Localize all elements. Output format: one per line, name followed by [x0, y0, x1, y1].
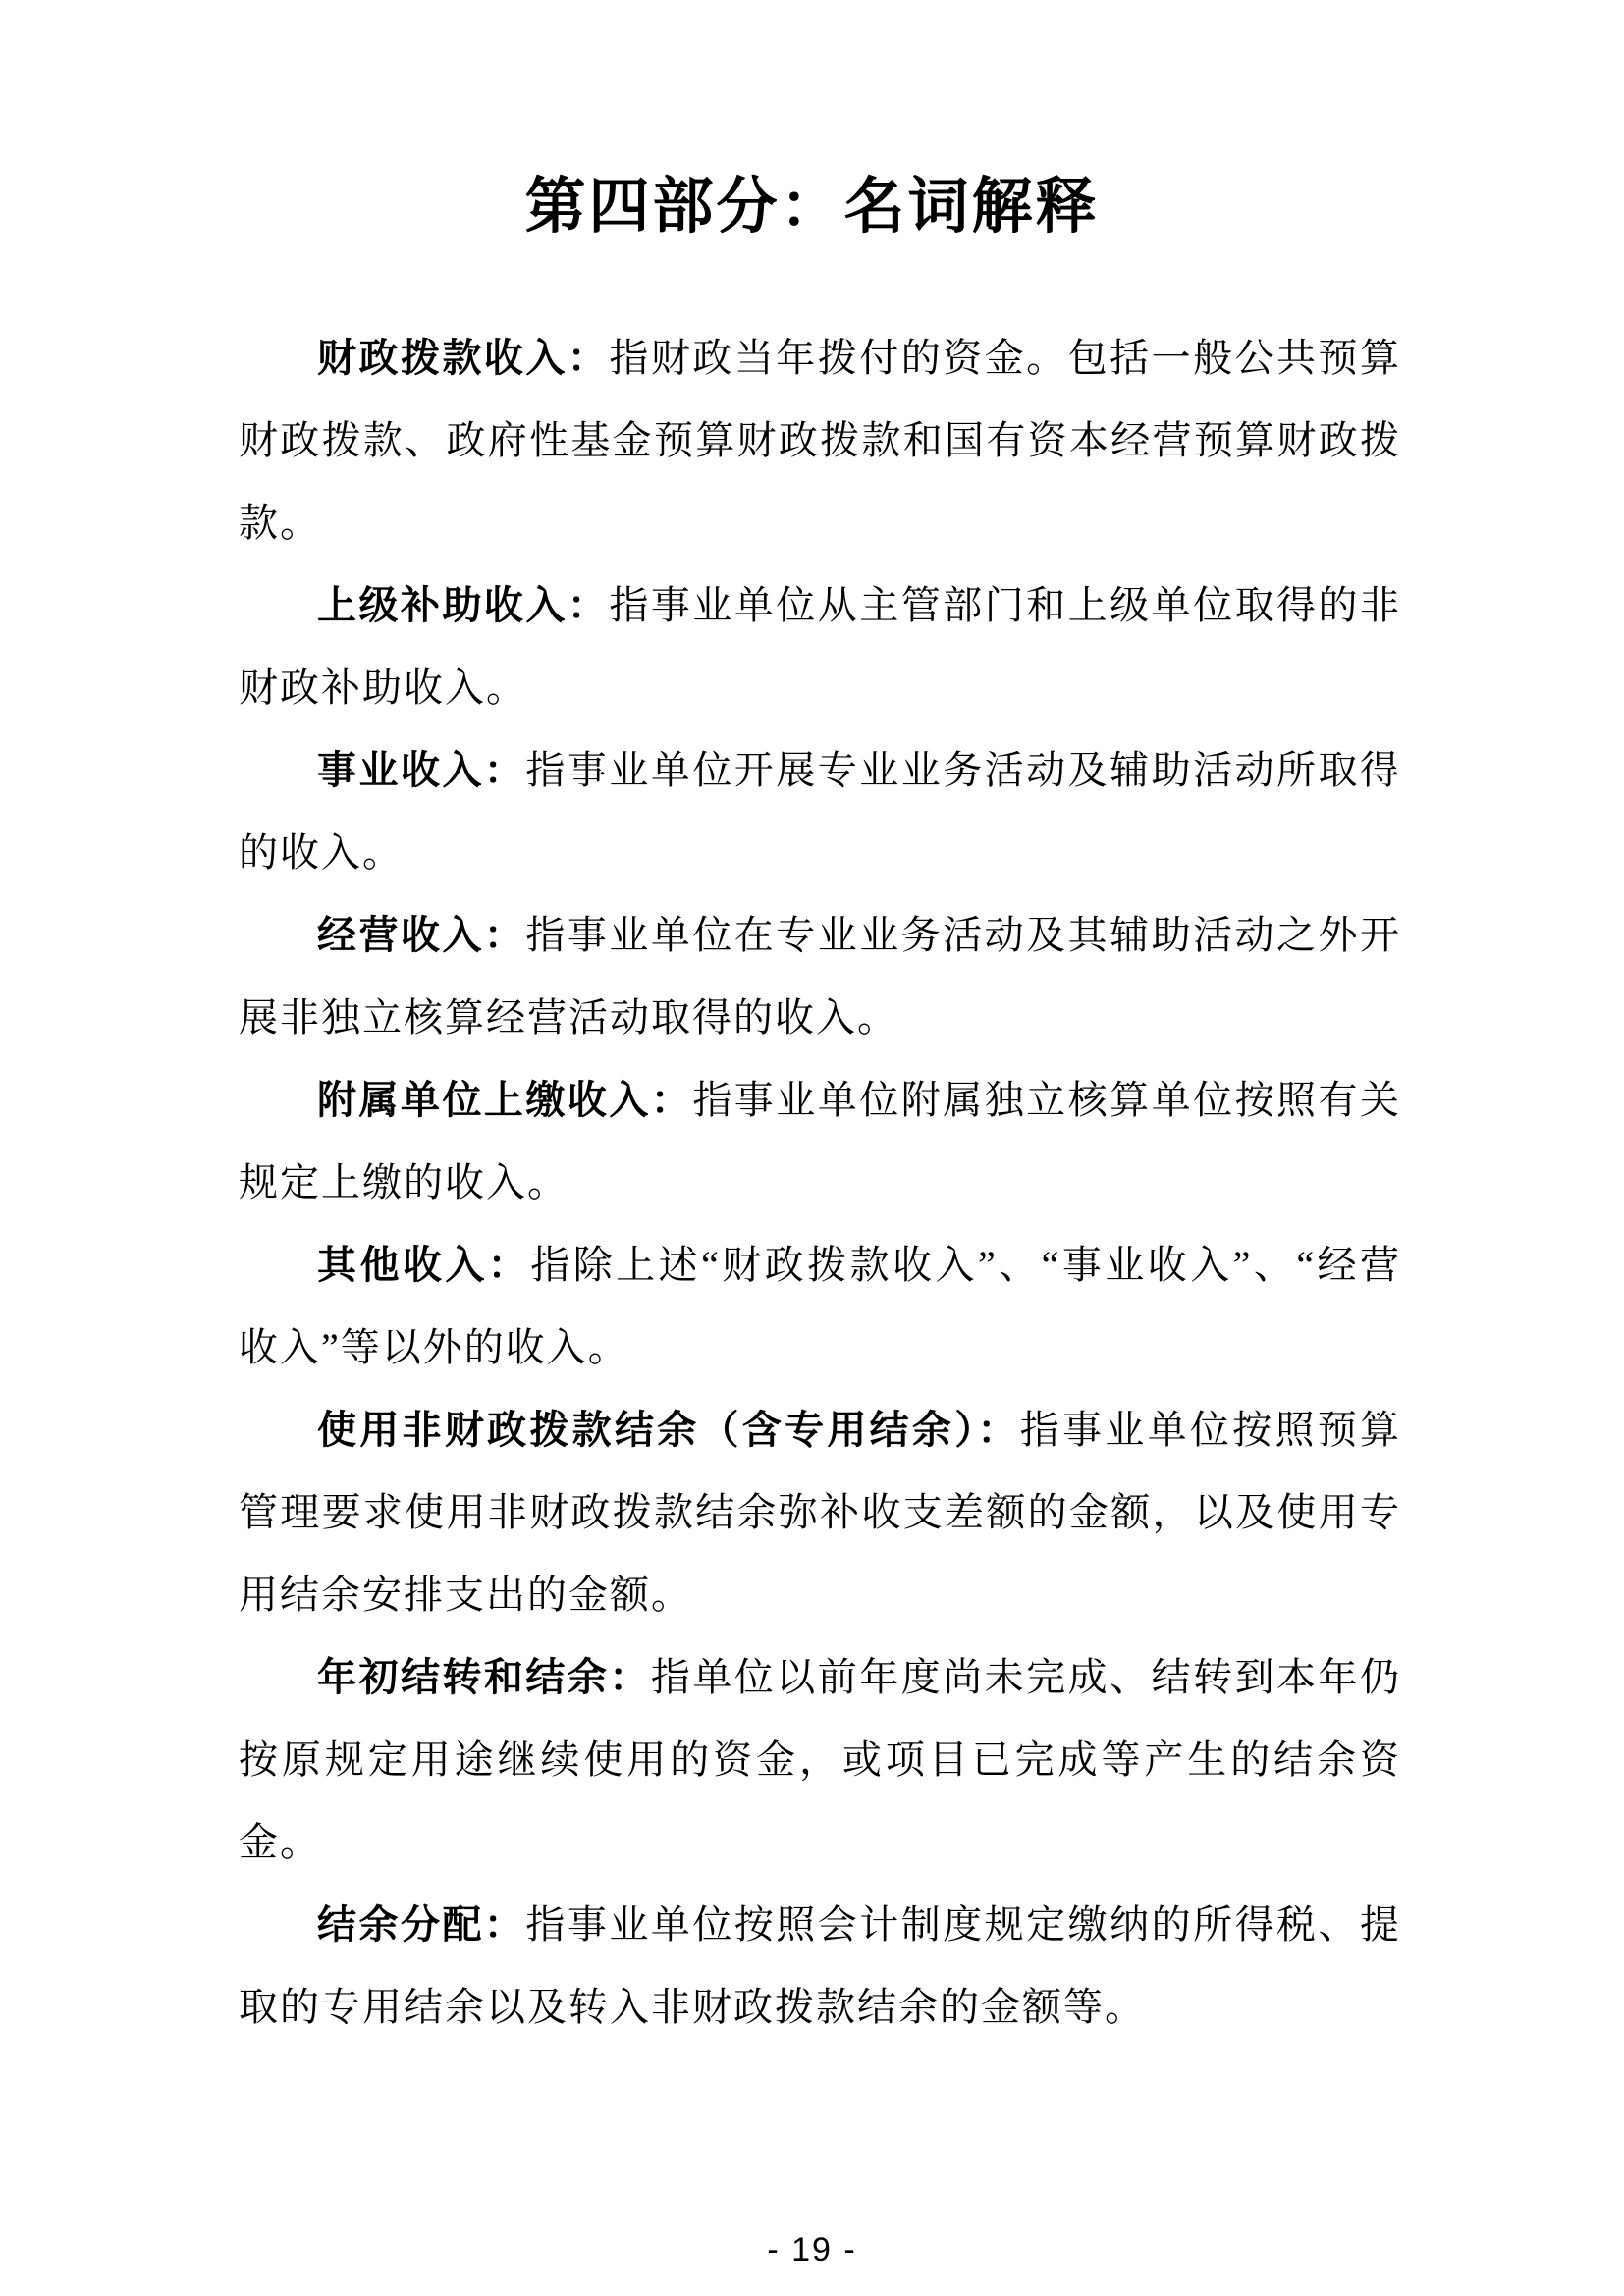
- term-label: 附属单位上缴收入：: [317, 1079, 693, 1122]
- term-label: 结余分配：: [317, 1903, 526, 1947]
- glossary-paragraph: [239, 1059, 1401, 1224]
- term-definition: 指事业单位按照会计制度规定缴纳的所得税、提取的专用结余以及转入非财政拨款结余的金额等。: [239, 1902, 1402, 2029]
- term-definition: 指财政当年拨付的资金。包括一般公共预算财政拨款、政府性基金预算财政拨款和国有资本经营预算财政拨款。: [239, 336, 1402, 545]
- glossary-paragraph: [239, 894, 1401, 1059]
- glossary-paragraph: [239, 564, 1401, 729]
- glossary-paragraph: [239, 1389, 1401, 1636]
- term-definition: 指事业单位按照预算管理要求使用非财政拨款结余弥补收支差额的金额，以及使用专用结余安排支出的金额。: [239, 1408, 1402, 1617]
- glossary-paragraph: [239, 729, 1401, 894]
- term-label: 经营收入：: [317, 914, 526, 957]
- term-label: 使用非财政拨款结余（含专用结余）：: [317, 1409, 1020, 1452]
- term-label: 年初结转和结余：: [317, 1656, 651, 1699]
- term-definition: 指事业单位从主管部门和上级单位取得的非财政补助收入。: [239, 583, 1402, 710]
- glossary-body: [0, 317, 1624, 2049]
- page-title: 第四部分：名词解释: [524, 173, 1100, 240]
- term-definition: 指事业单位开展专业业务活动及辅助活动所取得的收入。: [239, 748, 1402, 875]
- term-definition: 指单位以前年度尚未完成、结转到本年仍按原规定用途继续使用的资金，或项目已完成等产生的结余资金。: [239, 1655, 1402, 1864]
- glossary-paragraph: [239, 1884, 1401, 2049]
- glossary-paragraph: [239, 317, 1401, 564]
- term-label: 上级补助收入：: [317, 584, 610, 627]
- glossary-paragraph: [239, 1224, 1401, 1389]
- term-label: 事业收入：: [317, 749, 526, 792]
- term-definition: 指除上述“财政拨款收入”、“事业收入”、“经营收入”等以外的收入。: [239, 1243, 1401, 1369]
- term-label: 财政拨款收入：: [317, 337, 610, 380]
- glossary-paragraph: [239, 1636, 1401, 1884]
- term-label: 其他收入：: [317, 1244, 531, 1287]
- term-definition: 指事业单位附属独立核算单位按照有关规定上缴的收入。: [239, 1078, 1402, 1204]
- term-definition: 指事业单位在专业业务活动及其辅助活动之外开展非独立核算经营活动取得的收入。: [239, 913, 1402, 1040]
- page-number: - 19 -: [767, 2231, 857, 2269]
